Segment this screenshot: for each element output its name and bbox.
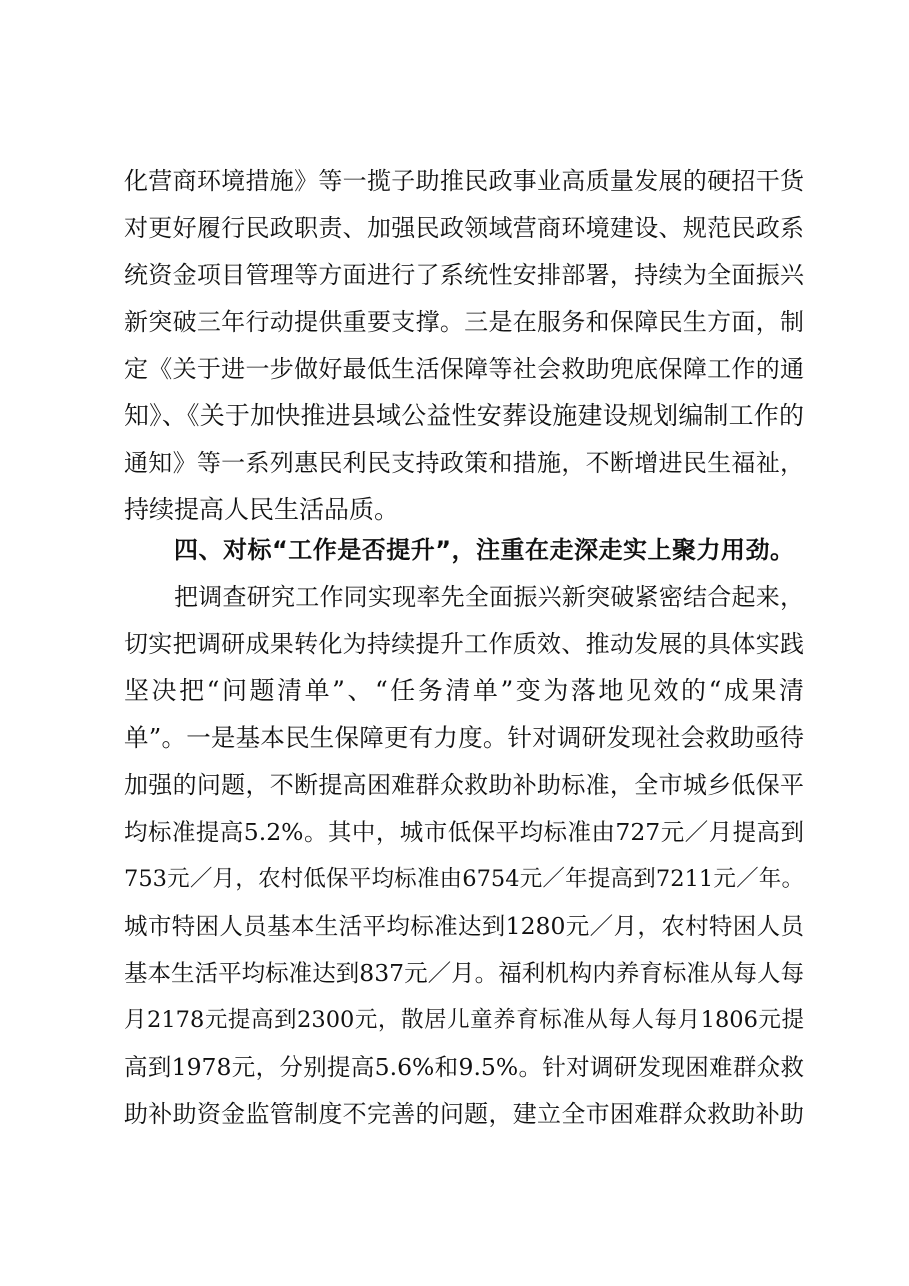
body-text-line: 通知》等一系列惠民利民支持政策和措施，不断增进民生福祉， (124, 449, 804, 477)
body-text-line: 助补助资金监管制度不完善的问题，建立全市困难群众救助补助 (124, 1100, 804, 1128)
body-text-line: 新突破三年行动提供重要支撑。三是在服务和保障民生方面，制 (124, 308, 804, 336)
body-text-line: 定《关于进一步做好最低生活保障等社会救助兜底保障工作的通 (124, 355, 804, 383)
body-text-line: 高到1978元，分别提高5.6%和9.5%。针对调研发现困难群众救 (124, 1053, 804, 1081)
body-text-line: 月2178元提高到2300元，散居儿童养育标准从每人每月1806元提 (124, 1007, 804, 1033)
body-text-line: 切实把调研成果转化为持续提升工作质效、推动发展的具体实践 (124, 630, 804, 658)
body-text-line: 统资金项目管理等方面进行了系统性安排部署，持续为全面振兴 (124, 261, 804, 289)
body-text-line: 对更好履行民政职责、加强民政领域营商环境建设、规范民政系 (124, 214, 804, 242)
body-text-line: 加强的问题，不断提高困难群众救助补助标准，全市城乡低保平 (124, 771, 804, 799)
body-text-line: 把调查研究工作同实现率先全面振兴新突破紧密结合起来， (174, 583, 804, 611)
body-text-line: 化营商环境措施》等一揽子助推民政事业高质量发展的硬招干货 (124, 167, 804, 195)
body-text-line: 知》、《关于加快推进县域公益性安葬设施建设规划编制工作的 (124, 401, 804, 430)
body-text-line: 持续提高人民生活品质。 (124, 495, 400, 524)
body-text-line: 坚决把“问题清单”、“任务清单”变为落地见效的“成果清 (124, 676, 804, 705)
body-text-line: 均标准提高5.2%。其中，城市低保平均标准由727元／月提高到 (124, 818, 804, 846)
body-text-line: 城市特困人员基本生活平均标准达到1280元／月，农村特困人员 (124, 912, 804, 940)
body-text-line: 基本生活平均标准达到837元／月。福利机构内养育标准从每人每 (124, 959, 804, 987)
section-heading: 四、对标“工作是否提升”，注重在走深走实上聚力用劲。 (174, 536, 795, 564)
body-text-line: 753元／月，农村低保平均标准由6754元／年提高到7211元／年。 (124, 866, 804, 892)
body-text-line: 单”。一是基本民生保障更有力度。针对调研发现社会救助亟待 (124, 723, 804, 752)
